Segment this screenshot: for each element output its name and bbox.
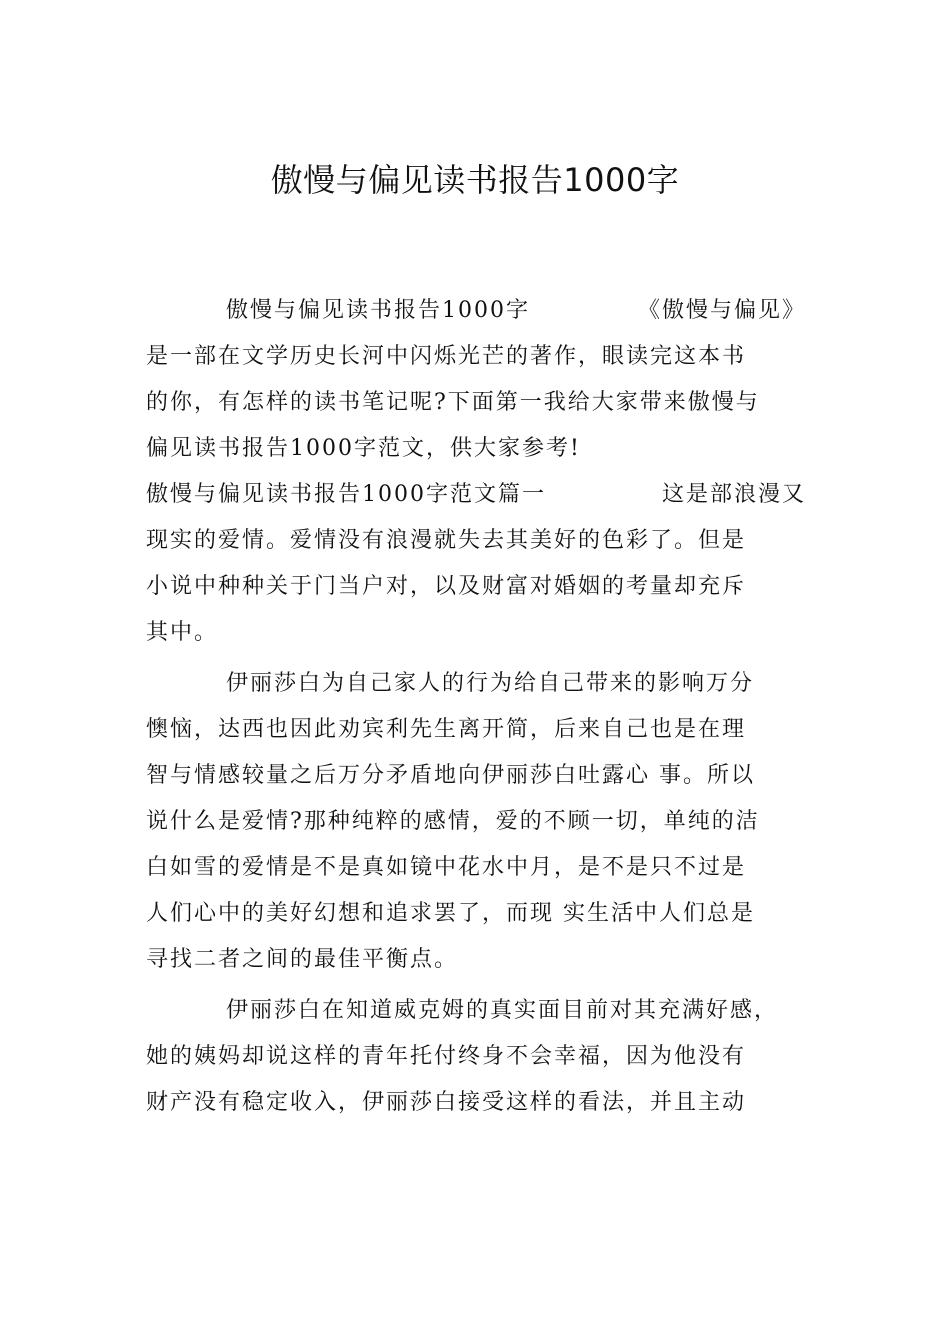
intro-line-4: 偏见读书报告1000字范文，供大家参考! bbox=[146, 436, 581, 461]
intro-line-3: 的你，有怎样的读书笔记呢?下面第一我给大家带来傲慢与 bbox=[146, 390, 760, 415]
paragraph3-line-1 bbox=[146, 988, 806, 1034]
document-body bbox=[146, 288, 806, 1126]
section1-line-3: 小说中种种关于门当户对，以及财富对婚姻的考量却充斥 bbox=[146, 574, 747, 599]
section1-line-2: 现实的爱情。爱情没有浪漫就失去其美好的色彩了。但是 bbox=[146, 528, 747, 553]
paragraph2-line-4: 说什么是爱情?那种纯粹的感情，爱的不顾一切，单纯的洁 bbox=[146, 809, 760, 834]
section1-lead-text: 这是部浪漫又 bbox=[661, 482, 806, 507]
paragraph2-line-1 bbox=[146, 661, 806, 707]
intro-line-1 bbox=[146, 288, 806, 334]
paragraph3-line-2: 她的姨妈却说这样的青年托付终身不会幸福，因为他没有 bbox=[146, 1044, 747, 1069]
paragraph3-first-line-text: 伊丽莎白在知道威克姆的真实面目前对其充满好感， bbox=[226, 998, 779, 1023]
section1-heading-text: 傲慢与偏见读书报告1000字范文篇一 bbox=[146, 482, 546, 507]
section1-line-4: 其中。 bbox=[146, 620, 219, 645]
intro-book-title-text: 《傲慢与偏见》 bbox=[637, 298, 806, 323]
paragraph2-first-line-text: 伊丽莎白为自己家人的行为给自己带来的影响万分 bbox=[226, 671, 755, 696]
paragraph2-line-5: 白如雪的爱情是不是真如镜中花水中月，是不是只不过是 bbox=[146, 855, 747, 880]
intro-line-2: 是一部在文学历史长河中闪烁光芒的著作，眼读完这本书 bbox=[146, 344, 747, 369]
paragraph2-line-7: 寻找二者之间的最佳平衡点。 bbox=[146, 947, 459, 972]
paragraph2-line-2: 懊恼，达西也因此劝宾利先生离开简，后来自己也是在理 bbox=[146, 717, 747, 742]
document-title: 傲慢与偏见读书报告1000字 bbox=[270, 161, 680, 199]
paragraph3-line-3: 财产没有稳定收入，伊丽莎白接受这样的看法，并且主动 bbox=[146, 1090, 747, 1115]
paragraph2-line-3: 智与情感较量之后万分矛盾地向伊丽莎白吐露心 事。所以 bbox=[146, 763, 755, 788]
section1-line-1 bbox=[146, 472, 806, 518]
intro-heading-text: 傲慢与偏见读书报告1000字 bbox=[226, 298, 530, 323]
paragraph2-line-6: 人们心中的美好幻想和追求罢了，而现 实生活中人们总是 bbox=[146, 901, 755, 926]
